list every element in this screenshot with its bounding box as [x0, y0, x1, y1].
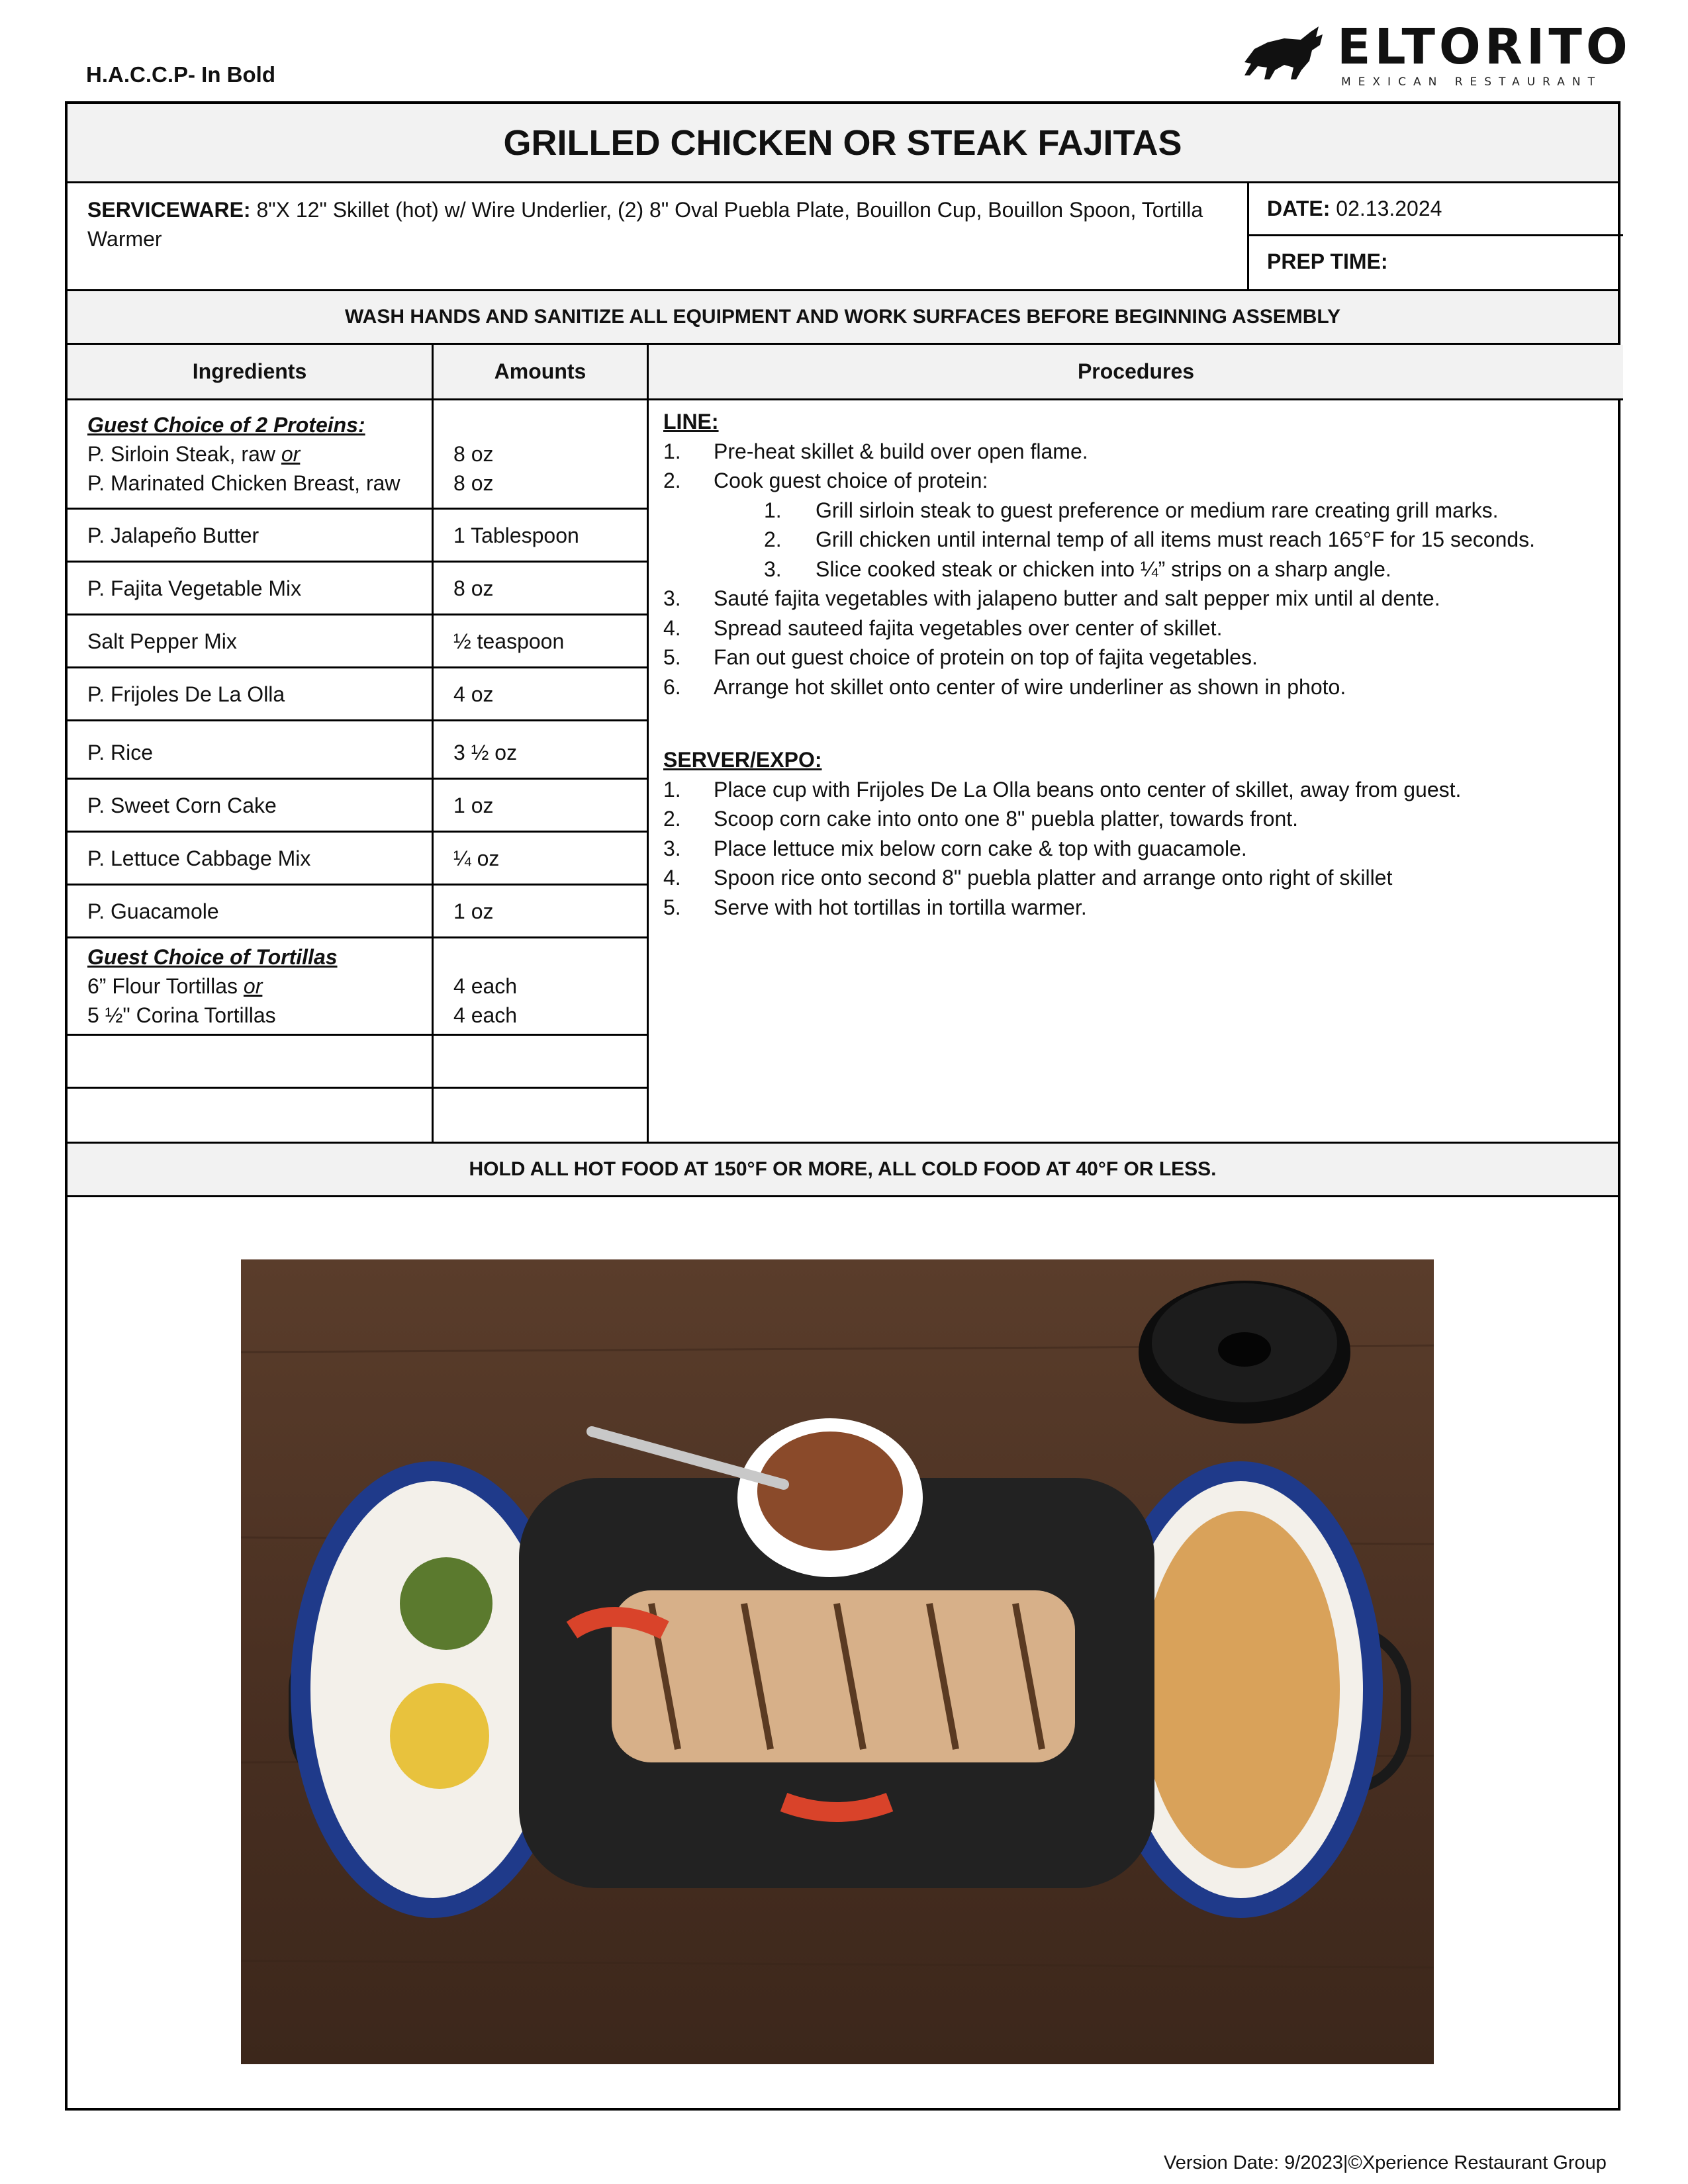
line-step: 1. Pre-heat skillet & build over open flame.: [663, 439, 1088, 463]
ingredient-row: P. Sweet Corn Cake: [68, 780, 432, 833]
line-step: 3. Sauté fajita vegetables with jalapeno butter and salt pepper mix until al dente.: [663, 586, 1440, 610]
plated-fajitas-photo: [241, 1259, 1434, 2064]
ingredient-amount: ½ teaspoon: [434, 615, 647, 668]
divider: [1247, 234, 1623, 236]
protein-group-title: Guest Choice of 2 Proteins:: [87, 413, 365, 437]
amount-corn-tortillas: 4 each: [453, 1003, 518, 1027]
procedures-header: Procedures: [649, 345, 1623, 400]
server-step: 3. Place lettuce mix below corn cake & top with guacamole.: [663, 836, 1247, 860]
tortilla-group-title: Guest Choice of Tortillas: [87, 945, 338, 969]
empty-amount-row: [434, 1036, 647, 1089]
ingredient-amount: 1 Tablespoon: [434, 510, 647, 563]
ingredient-row: P. Frijoles De La Olla: [68, 668, 432, 721]
protein-amount-cell: [434, 400, 647, 510]
ingredient-amount: ¼ oz: [434, 833, 647, 886]
server-step: 5. Serve with hot tortillas in tortilla warmer.: [663, 895, 1087, 919]
date-value: 02.13.2024: [1336, 197, 1442, 220]
tortilla-choice-cell: [68, 938, 432, 1036]
line-step: 6. Arrange hot skillet onto center of wire underliner as shown in photo.: [663, 674, 1346, 699]
recipe-title: GRILLED CHICKEN OR STEAK FAJITAS: [68, 104, 1618, 183]
brand-tagline: MEXICAN RESTAURANT: [1341, 75, 1603, 89]
ingredients-header: Ingredients: [68, 345, 432, 400]
serviceware-value: 8"X 12" Skillet (hot) w/ Wire Underlier, (2) 8" Oval Puebla Plate, Bouillon Cup, Bouillon Spoon, Tortilla Warmer: [87, 198, 1203, 251]
server-step: 2. Scoop corn cake into onto one 8" puebla platter, towards front.: [663, 807, 1299, 831]
line-sub-step: 1. Grill sirloin steak to guest preference or medium rare creating grill marks.: [764, 498, 1499, 522]
line-sub-step: 2. Grill chicken until internal temp of all items must reach 165°F for 15 seconds.: [764, 527, 1536, 551]
divider: [647, 345, 649, 1142]
recipe-card: [65, 101, 1620, 2111]
ingredient-amount: 4 oz: [434, 668, 647, 721]
ingredient-sirloin: P. Sirloin Steak, raw or: [87, 442, 301, 466]
serviceware: [87, 195, 1266, 253]
date-field: [1267, 197, 1442, 221]
wash-notice: WASH HANDS AND SANITIZE ALL EQUIPMENT AND WORK SURFACES BEFORE BEGINNING ASSEMBLY: [68, 289, 1618, 345]
ingredient-row: P. Guacamole: [68, 886, 432, 938]
ingredient-amount: 3 ½ oz: [434, 727, 647, 780]
line-sub-step: 3. Slice cooked steak or chicken into ¼” strips on a sharp angle.: [764, 557, 1391, 581]
amount-sirloin: 8 oz: [453, 442, 494, 466]
ingredient-row: P. Lettuce Cabbage Mix: [68, 833, 432, 886]
line-step: 4. Spread sauteed fajita vegetables over center of skillet.: [663, 615, 1223, 640]
hold-temperature-notice: HOLD ALL HOT FOOD AT 150°F OR MORE, ALL COLD FOOD AT 40°F OR LESS.: [68, 1142, 1618, 1197]
brand-name: ELTORITO: [1337, 19, 1632, 75]
empty-ingredient-row: [68, 1036, 432, 1089]
ingredient-flour-tortillas: 6” Flour Tortillas or: [87, 974, 263, 998]
amounts-header: Amounts: [434, 345, 647, 400]
ingredient-amount: 1 oz: [434, 886, 647, 938]
ingredient-amount: 8 oz: [434, 563, 647, 615]
prep-time-field: [1267, 250, 1388, 274]
serviceware-label: SERVICEWARE:: [87, 198, 251, 222]
prep-time-label: PREP TIME:: [1267, 250, 1388, 273]
protein-choice-cell: [68, 400, 432, 510]
amount-flour-tortillas: 4 each: [453, 974, 518, 998]
ingredient-amount: 1 oz: [434, 780, 647, 833]
brand-logo: [1238, 19, 1632, 89]
ingredient-row: Salt Pepper Mix: [68, 615, 432, 668]
bull-icon: [1238, 23, 1331, 82]
server-section-title: SERVER/EXPO:: [663, 748, 822, 772]
amount-chicken: 8 oz: [453, 471, 494, 495]
server-step: 1. Place cup with Frijoles De La Olla beans onto center of skillet, away from guest.: [663, 777, 1462, 801]
ingredient-row: P. Fajita Vegetable Mix: [68, 563, 432, 615]
ingredient-corn-tortillas: 5 ½" Corina Tortillas: [87, 1003, 276, 1027]
divider: [1247, 183, 1249, 289]
ingredient-row: P. Rice: [68, 727, 432, 780]
tortilla-amount-cell: [434, 938, 647, 1036]
line-step: 2. Cook guest choice of protein:: [663, 469, 988, 492]
ingredient-row: P. Jalapeño Butter: [68, 510, 432, 563]
line-step: 5. Fan out guest choice of protein on top of fajita vegetables.: [663, 645, 1258, 669]
procedures-text: [663, 407, 1610, 922]
haccp-note: H.A.C.C.P- In Bold: [86, 62, 275, 87]
line-section-title: LINE:: [663, 410, 719, 433]
version-footer: Version Date: 9/2023|©Xperience Restaurant Group: [1164, 2152, 1607, 2173]
date-label: DATE:: [1267, 197, 1331, 220]
server-step: 4. Spoon rice onto second 8" puebla platter and arrange onto right of skillet: [663, 866, 1393, 889]
ingredient-chicken: P. Marinated Chicken Breast, raw: [87, 471, 400, 495]
